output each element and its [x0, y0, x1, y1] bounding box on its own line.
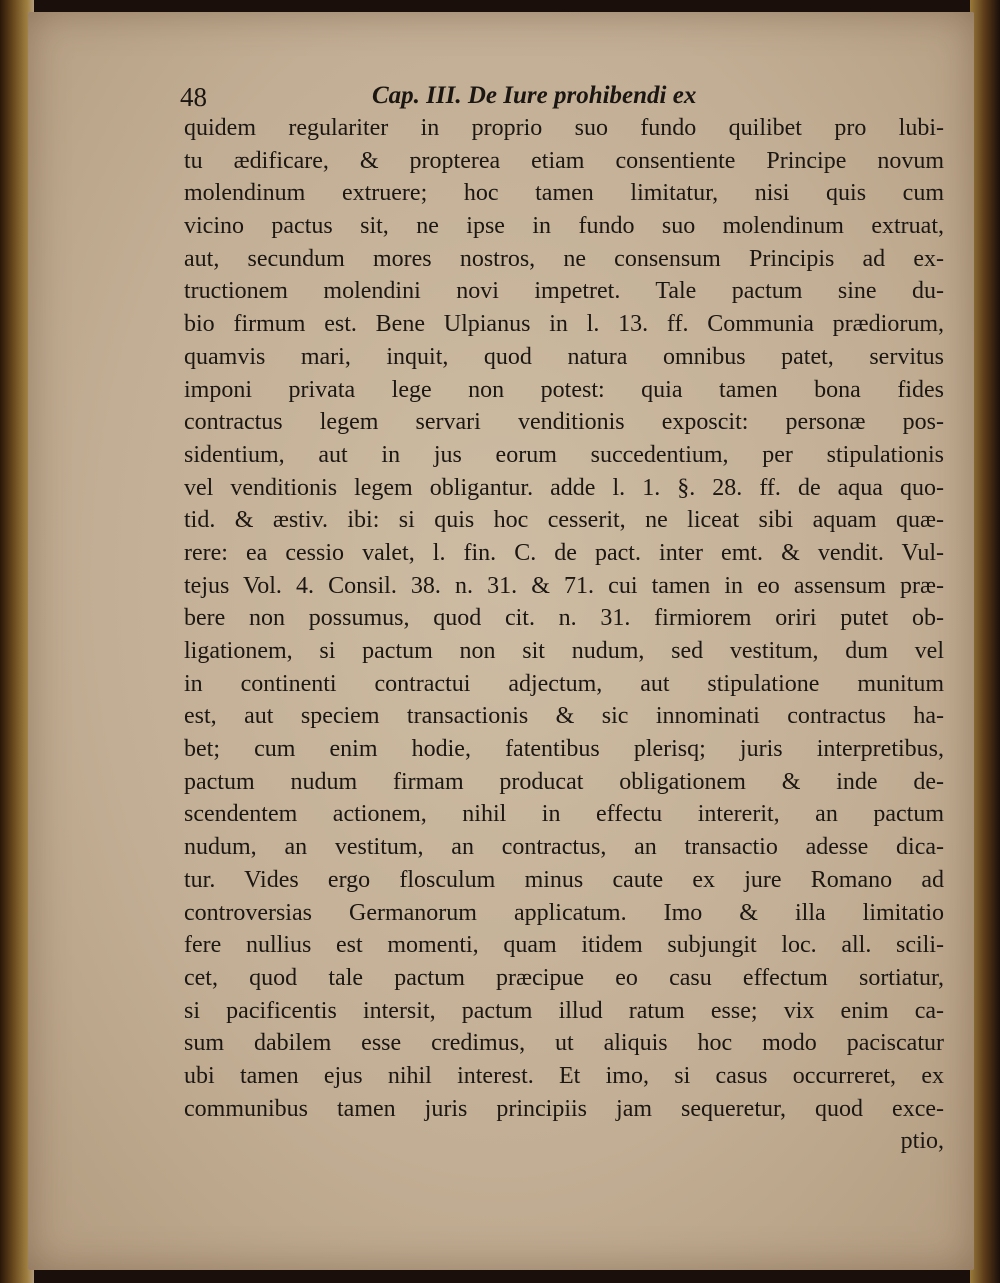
text-line: in continenti contractui adjectum, aut stipulatione munitum — [184, 670, 944, 697]
text-line: tructionem molendini novi impetret. Tale pactum sine du- — [184, 278, 944, 305]
text-line: bet; cum enim hodie, fatentibus plerisq; juris interpretibus, — [184, 736, 944, 763]
text-line: tur. Vides ergo flosculum minus caute ex jure Romano ad — [184, 866, 944, 893]
text-line: sidentium, aut in jus eorum succedentium, per stipulationis — [184, 441, 944, 468]
text-line: ptio, — [900, 1128, 944, 1155]
text-line: controversias Germanorum applicatum. Imo & illa limitatio — [184, 899, 944, 926]
text-line: nudum, an vestitum, an contractus, an transactio adesse dica- — [184, 834, 944, 861]
text-line: contractus legem servari venditionis exposcit: personæ pos- — [184, 409, 944, 436]
text-line: tid. & æstiv. ibi: si quis hoc cesserit, ne liceat sibi aquam quæ- — [184, 507, 944, 534]
text-line: tu ædificare, & propterea etiam consentiente Principe novum — [184, 147, 944, 174]
text-line: rere: ea cessio valet, l. fin. C. de pact. inter emt. & vendit. Vul- — [184, 539, 944, 566]
text-line: bio firmum est. Bene Ulpianus in l. 13. ff. Communia prædiorum, — [184, 311, 944, 338]
text-line: communibus tamen juris principiis jam sequeretur, quod exce- — [184, 1095, 944, 1122]
text-line: vel venditionis legem obligantur. adde l. 1. §. 28. ff. de aqua quo- — [184, 474, 944, 501]
text-line: bere non possumus, quod cit. n. 31. firmiorem oriri putet ob- — [184, 605, 944, 632]
text-line: scendentem actionem, nihil in effectu intererit, an pactum — [184, 801, 944, 828]
text-line: est, aut speciem transactionis & sic innominati contractus ha- — [184, 703, 944, 730]
text-line: fere nullius est momenti, quam itidem subjungit loc. all. scili- — [184, 932, 944, 959]
text-line: quamvis mari, inquit, quod natura omnibus patet, servitus — [184, 343, 944, 370]
page-body-text — [184, 112, 944, 1158]
text-line: ligationem, si pactum non sit nudum, sed vestitum, dum vel — [184, 638, 944, 664]
text-line: sum dabilem esse credimus, ut aliquis hoc modo paciscatur — [184, 1030, 944, 1057]
text-line: cet, quod tale pactum præcipue eo casu effectum sortiatur, — [184, 964, 944, 991]
text-line: aut, secundum mores nostros, ne consensum Principis ad ex- — [184, 245, 944, 272]
text-line: ubi tamen ejus nihil interest. Et imo, si casus occurreret, ex — [184, 1062, 944, 1089]
text-line: pactum nudum firmam producat obligationem & inde de- — [184, 768, 944, 795]
page-number: 48 — [180, 82, 207, 112]
text-line: molendinum extruere; hoc tamen limitatur, nisi quis cum — [184, 180, 944, 207]
text-line: imponi privata lege non potest: quia tamen bona fides — [184, 376, 944, 403]
chapter-title: Cap. III. De Iure prohibendi ex — [372, 82, 697, 109]
text-line: tejus Vol. 4. Consil. 38. n. 31. & 71. cui tamen in eo assensum præ- — [184, 572, 944, 599]
text-line: si pacificentis intersit, pactum illud ratum esse; vix enim ca- — [184, 997, 944, 1024]
page-fore-edge — [970, 0, 1000, 1283]
text-line: quidem regulariter in proprio suo fundo quilibet pro lubi- — [184, 115, 944, 141]
text-line: vicino pactus sit, ne ipse in fundo suo molendinum extruat, — [184, 213, 944, 240]
